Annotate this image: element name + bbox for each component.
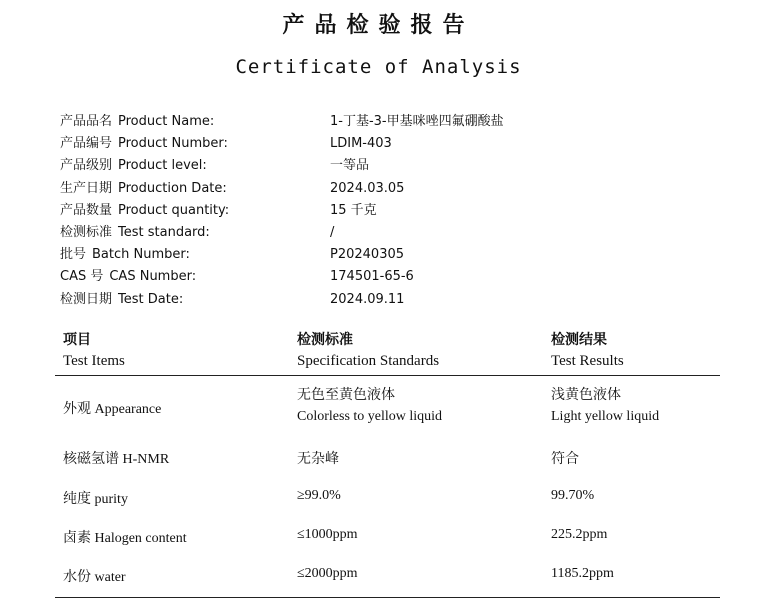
- page-title-en: Certificate of Analysis: [235, 56, 522, 78]
- info-value-test-date: 2024.09.11: [330, 291, 405, 307]
- info-label: 产品数量 Product quantity:: [60, 202, 230, 218]
- table-row: [55, 504, 720, 546]
- info-value-product-name: 1-丁基-3-甲基咪唑四氟硼酸盐: [330, 114, 504, 129]
- cell-result: 99.70%: [551, 488, 595, 503]
- info-value-test-standard: /: [330, 224, 335, 240]
- cell-result: 225.2ppm: [551, 527, 608, 542]
- cell-spec: ≤2000ppm: [297, 566, 358, 581]
- header-test-items: 项目 Test Items: [63, 332, 125, 369]
- cell-spec: ≤1000ppm: [297, 527, 358, 542]
- cell-item: 水份 water: [63, 570, 126, 585]
- info-row-test-standard: [60, 222, 700, 244]
- cell-spec: 无色至黄色液体 Colorless to yellow liquid: [297, 387, 443, 424]
- info-row-batch-number: [60, 244, 700, 266]
- header-specification: 检测标准 Specification Standards: [297, 332, 440, 369]
- table-row: [55, 376, 720, 424]
- info-value-cas-number: 174501-65-6: [330, 269, 414, 285]
- page-title-cn: 产品检验报告: [282, 13, 475, 38]
- info-label: 产品品名 Product Name:: [60, 114, 215, 129]
- info-row-product-number: [60, 133, 700, 155]
- info-row-production-date: [60, 178, 700, 200]
- cell-result: 浅黄色液体 Light yellow liquid: [551, 387, 660, 424]
- info-value-product-number: LDIM-403: [330, 136, 392, 152]
- cell-item: 核磁氢谱 H-NMR: [63, 452, 170, 467]
- header-results: 检测结果 Test Results: [551, 332, 624, 369]
- cell-result: 符合: [551, 452, 579, 467]
- info-label: 生产日期 Production Date:: [60, 180, 227, 196]
- cell-item: 纯度 purity: [63, 492, 128, 507]
- info-label: CAS 号 CAS Number:: [60, 269, 197, 285]
- info-label: 产品编号 Product Number:: [60, 136, 228, 152]
- results-table: [55, 330, 720, 585]
- info-value-product-level: 一等品: [330, 158, 370, 174]
- info-label: 产品级别 Product level:: [60, 158, 207, 174]
- info-label: 检测标准 Test standard:: [60, 224, 210, 240]
- info-value-batch-number: P20240305: [330, 247, 405, 263]
- product-info: [60, 111, 700, 311]
- table-bottom-rule: [55, 597, 720, 598]
- info-row-product-level: [60, 155, 700, 177]
- info-label: 检测日期 Test Date:: [60, 291, 184, 307]
- info-label: 批号 Batch Number:: [60, 247, 190, 263]
- table-row: [55, 543, 720, 585]
- info-value-product-quantity: 15 千克: [330, 202, 377, 218]
- cell-spec: 无杂峰: [297, 452, 339, 467]
- cell-result: 1185.2ppm: [551, 566, 614, 581]
- cell-item: 卤素 Halogen content: [63, 531, 187, 546]
- table-row: [55, 464, 720, 507]
- info-row-product-quantity: [60, 200, 700, 222]
- info-row-cas-number: [60, 266, 700, 288]
- table-header: [55, 330, 720, 376]
- info-row-test-date: [60, 289, 700, 311]
- cell-spec: ≥99.0%: [297, 488, 341, 503]
- info-row-product-name: [60, 111, 700, 133]
- cell-item: 外观 Appearance: [63, 402, 162, 417]
- info-value-production-date: 2024.03.05: [330, 180, 405, 196]
- table-row: [55, 424, 720, 467]
